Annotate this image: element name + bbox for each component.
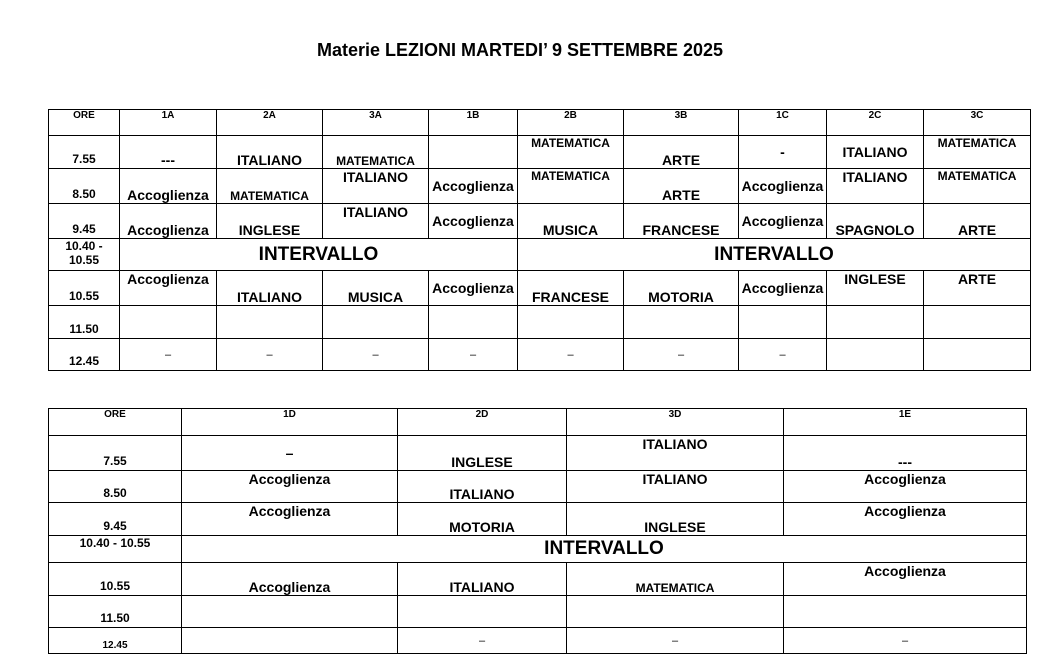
- time-cell: 11.50: [49, 596, 182, 628]
- schedule-cell: -: [739, 136, 827, 169]
- table-row: [49, 563, 1027, 596]
- schedule-cell: ITALIANO: [217, 136, 323, 169]
- table-row: [49, 306, 1031, 339]
- schedule-cell: ITALIANO: [323, 169, 429, 204]
- table-row: [49, 204, 1031, 239]
- wrapped-text: Accoglienza: [741, 279, 824, 296]
- time-cell: 12.45: [49, 339, 120, 371]
- schedule-cell: Accoglienza: [120, 204, 217, 239]
- table-row: [49, 596, 1027, 628]
- header-cell: 3C: [924, 110, 1031, 136]
- schedule-cell: MATEMATICA: [924, 136, 1031, 169]
- schedule-cell: [429, 136, 518, 169]
- schedule-cell: Accoglienza: [120, 271, 217, 306]
- schedule-cell: [924, 339, 1031, 371]
- schedule-cell: [182, 596, 398, 628]
- schedule-cell: INGLESE: [827, 271, 924, 306]
- time-cell: 10.55: [49, 271, 120, 306]
- table-row: [49, 239, 1031, 271]
- header-cell: 2D: [398, 409, 567, 436]
- schedule-cell: ITALIANO: [827, 136, 924, 169]
- schedule-cell: ---: [784, 436, 1027, 471]
- schedule-cell: INGLESE: [567, 503, 784, 536]
- schedule-cell: [739, 204, 827, 239]
- schedule-cell: –: [217, 339, 323, 371]
- schedule-cell: –: [323, 339, 429, 371]
- time-cell: 9.45: [49, 204, 120, 239]
- schedule-cell: –: [784, 628, 1027, 654]
- schedule-cell: [429, 271, 518, 306]
- header-cell: 2B: [518, 110, 624, 136]
- schedule-cell: –: [429, 339, 518, 371]
- schedule-cell: ITALIANO: [398, 471, 567, 503]
- table-row: [49, 339, 1031, 371]
- table-row: [49, 628, 1027, 654]
- time-cell: 8.50: [49, 471, 182, 503]
- schedule-cell: [624, 306, 739, 339]
- schedule-cell: [398, 596, 567, 628]
- wrapped-text: Accoglienza: [741, 212, 824, 229]
- table-row: [49, 471, 1027, 503]
- time-cell: 7.55: [49, 136, 120, 169]
- schedule-cell: MATEMATICA: [217, 169, 323, 204]
- schedule-cell: [323, 306, 429, 339]
- schedule-cell: –: [182, 436, 398, 471]
- header-cell: 3A: [323, 110, 429, 136]
- schedule-cell: [739, 271, 827, 306]
- schedule-cell: ARTE: [924, 204, 1031, 239]
- schedule-cell: MOTORIA: [398, 503, 567, 536]
- schedule-cell: ITALIANO: [398, 563, 567, 596]
- schedule-cell: [739, 169, 827, 204]
- schedule-cell: FRANCESE: [624, 204, 739, 239]
- header-cell: 3B: [624, 110, 739, 136]
- schedule-cell: Accoglienza: [182, 503, 398, 536]
- schedule-cell: [120, 306, 217, 339]
- wrapped-text: Accoglienza: [741, 177, 824, 194]
- schedule-cell: ITALIANO: [827, 169, 924, 204]
- time-cell: 10.40 - 10.55: [49, 536, 182, 563]
- table-row: [49, 503, 1027, 536]
- schedule-cell: MATEMATICA: [567, 563, 784, 596]
- header-cell: 2C: [827, 110, 924, 136]
- schedule-cell: ---: [120, 136, 217, 169]
- table-row: [49, 536, 1027, 563]
- header-cell: ORE: [49, 409, 182, 436]
- schedule-cell: [429, 169, 518, 204]
- schedule-cell: INGLESE: [217, 204, 323, 239]
- schedule-cell: [429, 306, 518, 339]
- time-cell: 11.50: [49, 306, 120, 339]
- wrapped-text: Accoglienza: [432, 212, 514, 229]
- schedule-cell: –: [398, 628, 567, 654]
- break-cell: INTERVALLO: [120, 239, 518, 271]
- header-cell: 3D: [567, 409, 784, 436]
- schedule-table-2: [48, 408, 1027, 654]
- schedule-cell: Accoglienza: [784, 471, 1027, 503]
- time-cell: 10.55: [49, 563, 182, 596]
- schedule-cell: ARTE: [924, 271, 1031, 306]
- header-cell: 1B: [429, 110, 518, 136]
- schedule-cell: [567, 596, 784, 628]
- time-cell: 9.45: [49, 503, 182, 536]
- schedule-cell: –: [739, 339, 827, 371]
- header-cell: 2A: [217, 110, 323, 136]
- table-row: [49, 271, 1031, 306]
- time-cell: 12.45: [49, 628, 182, 654]
- schedule-cell: [827, 339, 924, 371]
- table-header-row: [49, 110, 1031, 136]
- schedule-cell: Accoglienza: [784, 503, 1027, 536]
- schedule-cell: [739, 306, 827, 339]
- schedule-cell: MATEMATICA: [323, 136, 429, 169]
- schedule-cell: ARTE: [624, 136, 739, 169]
- schedule-cell: INGLESE: [398, 436, 567, 471]
- schedule-cell: [784, 596, 1027, 628]
- schedule-cell: SPAGNOLO: [827, 204, 924, 239]
- schedule-cell: Accoglienza: [120, 169, 217, 204]
- header-cell: ORE: [49, 110, 120, 136]
- schedule-cell: [217, 306, 323, 339]
- header-cell: 1C: [739, 110, 827, 136]
- time-cell: 10.40 - 10.55: [49, 239, 120, 271]
- schedule-cell: [182, 628, 398, 654]
- header-cell: 1D: [182, 409, 398, 436]
- schedule-cell: ARTE: [624, 169, 739, 204]
- schedule-cell: MUSICA: [518, 204, 624, 239]
- break-cell: INTERVALLO: [518, 239, 1031, 271]
- time-cell: 8.50: [49, 169, 120, 204]
- schedule-cell: Accoglienza: [182, 471, 398, 503]
- table-row: [49, 136, 1031, 169]
- header-cell: 1A: [120, 110, 217, 136]
- schedule-cell: [429, 204, 518, 239]
- table-header-row: [49, 409, 1027, 436]
- schedule-cell: Accoglienza: [182, 563, 398, 596]
- schedule-cell: [518, 306, 624, 339]
- schedule-cell: MUSICA: [323, 271, 429, 306]
- schedule-cell: –: [518, 339, 624, 371]
- schedule-cell: –: [120, 339, 217, 371]
- table-row: [49, 436, 1027, 471]
- schedule-cell: ITALIANO: [567, 436, 784, 471]
- schedule-cell: MATEMATICA: [924, 169, 1031, 204]
- page-title: Materie LEZIONI MARTEDI’ 9 SETTEMBRE 2025: [316, 40, 724, 60]
- schedule-cell: MATEMATICA: [518, 136, 624, 169]
- schedule-cell: –: [567, 628, 784, 654]
- schedule-cell: FRANCESE: [518, 271, 624, 306]
- header-cell: 1E: [784, 409, 1027, 436]
- schedule-cell: MATEMATICA: [518, 169, 624, 204]
- schedule-table-1: [48, 109, 1031, 371]
- schedule-cell: [827, 306, 924, 339]
- wrapped-text: Accoglienza: [432, 279, 514, 296]
- schedule-cell: [924, 306, 1031, 339]
- schedule-cell: Accoglienza: [784, 563, 1027, 596]
- schedule-cell: ITALIANO: [567, 471, 784, 503]
- break-cell: INTERVALLO: [182, 536, 1027, 563]
- table-row: [49, 169, 1031, 204]
- time-cell: 7.55: [49, 436, 182, 471]
- wrapped-text: Accoglienza: [432, 177, 514, 194]
- schedule-cell: ITALIANO: [323, 204, 429, 239]
- schedule-cell: ITALIANO: [217, 271, 323, 306]
- schedule-cell: MOTORIA: [624, 271, 739, 306]
- schedule-cell: –: [624, 339, 739, 371]
